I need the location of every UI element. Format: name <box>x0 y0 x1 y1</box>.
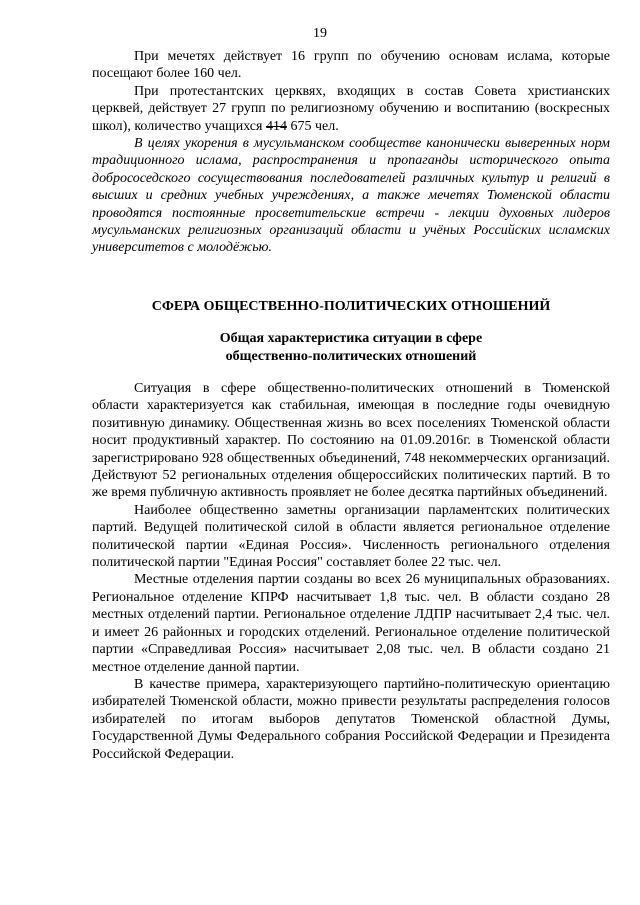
subsection-title-line-1: Общая характеристика ситуации в сфере <box>219 331 483 346</box>
body-paragraph: Местные отделения партии созданы во всех 26 муниципальных образованиях. Региональное отделение КПРФ насчитывает 1,8 тыс. чел. В области создано 28 местных отделений партии. Региональное отделение ЛДПР насчитывает 2,4 тыс. чел. и имеет 26 районных и городских отделений. Региональное отделение политической партии «Справедливая Россия» насчитывает 2,08 тыс. чел. В области создано 21 местное отделение данной партии. <box>92 572 610 675</box>
body-paragraph: В качестве примера, характеризующего партийно-политическую ориентацию избирателей Тюменской области, можно привести результаты распределения голосов избирателей по итогам выборов депутатов Тюменской областной Думы, Государственной Думы Федерального собрания Российской Федерации и Президента Российской Федерации. <box>92 676 610 762</box>
subsection-title-line-2: общественно-политических отношений <box>225 348 477 364</box>
mosque-groups-paragraph: При мечетях действует 16 групп по обучению основам ислама, которые посещают более 160 чел. <box>92 49 610 82</box>
religion-section-continuation <box>92 48 610 257</box>
protestant-groups-paragraph <box>92 83 610 135</box>
islamic-education-italic-paragraph: В целях укорения в мусульманском сообществе канонически выверенных норм традиционного ислама, распространения и пропаганды исторического опыта добрососедского сосуществования последователей различных культур и религий в высших и средних учебных учреждениях, а также мечетях Тюменской области проводятся постоянные просветительские встречи - лекции духовных лидеров мусульманских религиозных организаций области и учёных Российских исламских университетов с молодёжью. <box>92 136 610 256</box>
page-number: 19 <box>313 26 327 41</box>
protestant-text-end: 675 чел. <box>286 118 339 134</box>
body-paragraph: Наиболее общественно заметны организации парламентских политических партий. Ведущей политической силой в области является региональное отделение политической партии «Единая Россия». Численность регионального отделения политической партии "Единая Россия" составляет более 22 тыс. чел. <box>92 502 610 571</box>
section-title: СФЕРА ОБЩЕСТВЕННО-ПОЛИТИЧЕСКИХ ОТНОШЕНИЙ <box>151 299 551 314</box>
protestant-text-start: При протестантских церквях, входящих в состав Совета христианских церквей, действует 27 групп по религиозному обучению и воспитанию (воскресных школ), количество учащихся <box>92 83 610 134</box>
struck-out-number: 414 <box>265 118 287 134</box>
subsection-title <box>92 330 610 365</box>
body-paragraph: Ситуация в сфере общественно-политических отношений в Тюменской области характеризуется как стабильная, имеющая в последние годы очевидную позитивную динамику. Общественная жизнь во всех поселениях Тюменской области носит продуктивный характер. По состоянию на 01.09.2016г. в Тюменской области зарегистрировано 928 общественных объединений, 748 некоммерческих организаций. Действуют 52 региональных отделения общероссийских политических партий. В то же время публичную активность проявляет не более десятка партийных объединений. <box>92 381 610 501</box>
political-relations-body <box>92 380 610 763</box>
